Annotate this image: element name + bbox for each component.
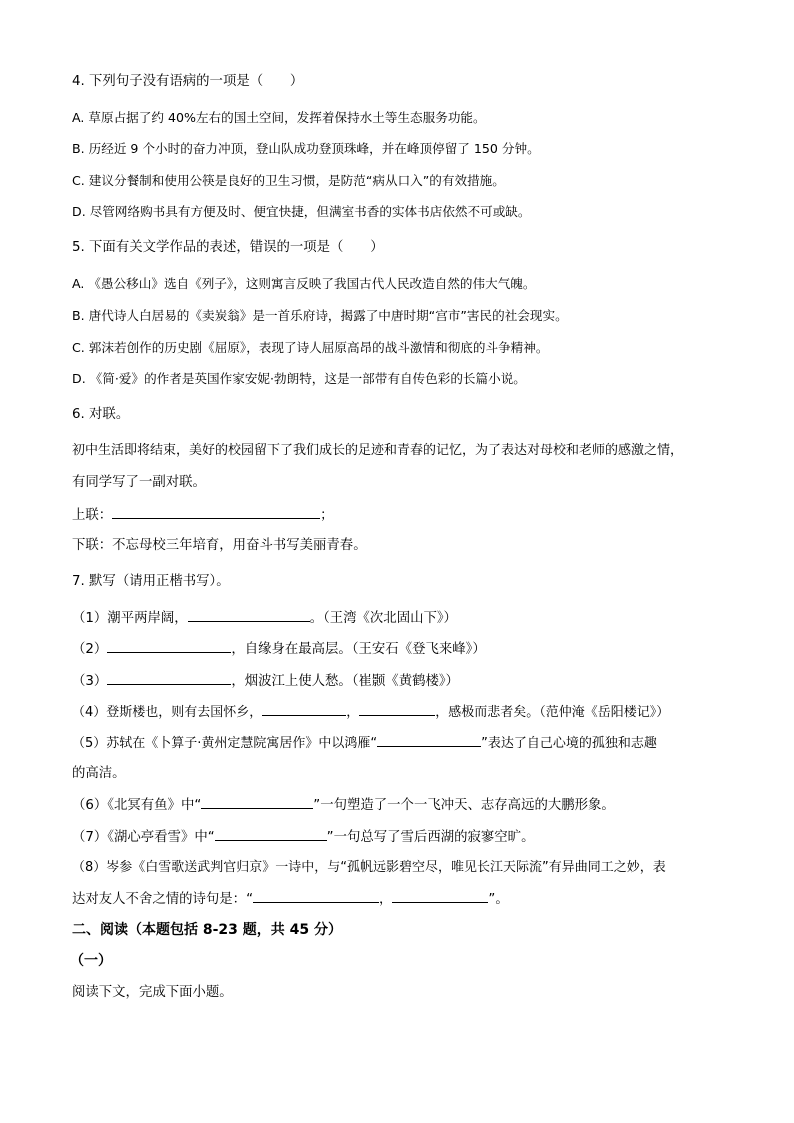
- q7-item-5-post: ”表达了自己心境的孤独和志趣: [481, 736, 657, 751]
- q7-item-6-pre: （6）《北冥有鱼》中“: [72, 798, 202, 813]
- q5-stem: 5. 下面有关文学作品的表述，错误的一项是（ ）: [72, 240, 384, 255]
- q5-option-c: C. 郭沫若创作的历史剧《屈原》，表现了诗人屈原高昂的战斗激情和彻底的斗争精神。: [72, 340, 549, 355]
- q5-option-b: B. 唐代诗人白居易的《卖炭翁》是一首乐府诗，揭露了中唐时期“宫市”害民的社会现实。: [72, 308, 568, 323]
- q7-item-8-line2: [72, 890, 509, 909]
- q4-option-b: B. 历经近 9 个小时的奋力冲顶，登山队成功登顶珠峰，并在峰顶停留了 150 分钟。: [72, 141, 540, 156]
- q4-option-c: C. 建议分餐制和使用公筷是良好的卫生习惯，是防范“病从口入”的有效措施。: [72, 173, 505, 188]
- q7-item-7-post: ”一句总写了雪后西湖的寂寥空旷。: [326, 830, 535, 845]
- q7-item-7-pre: （7）《湖心亭看雪》中“: [72, 830, 215, 845]
- q6-lower-couplet: 下联：不忘母校三年培育，用奋斗书写美丽青春。: [72, 538, 367, 553]
- upper-couplet-blank[interactable]: [112, 506, 320, 519]
- q7-item-2: [72, 640, 486, 659]
- q7-item-8-post: ”。: [488, 892, 509, 907]
- q7-item-1-post: 。（王湾《次北固山下》）: [309, 611, 457, 626]
- q7-item-7: [72, 828, 534, 847]
- q7-item-6-post: ”一句塑造了一个一飞冲天、志存高远的大鹏形象。: [313, 798, 615, 813]
- q7-item-5-blank[interactable]: [377, 734, 481, 747]
- q7-item-2-blank[interactable]: [107, 640, 231, 653]
- q7-item-5-pre: （5）苏轼在《卜算子·黄州定慧院寓居作》中以鸿雁“: [72, 736, 378, 751]
- q7-item-4-mid: ，: [346, 705, 360, 720]
- upper-couplet-label: 上联：: [72, 508, 113, 523]
- q7-item-6-blank[interactable]: [201, 796, 313, 809]
- q6-paragraph-line2: 有同学写了一副对联。: [72, 475, 206, 490]
- q7-item-3: [72, 672, 459, 691]
- q7-item-5-continuation: 的高洁。: [72, 766, 126, 781]
- upper-couplet-end: ；: [320, 508, 334, 523]
- q7-item-2-pre: （2）: [72, 642, 108, 657]
- q7-item-8-pre: 达对友人不舍之情的诗句是：“: [72, 892, 254, 907]
- q5-option-d: D. 《简·爱》的作者是英国作家安妮·勃朗特，这是一部带有自传色彩的长篇小说。: [72, 371, 526, 386]
- q7-item-4-post: ，感极而悲者矣。（范仲淹《岳阳楼记》）: [435, 705, 670, 720]
- q7-item-5: [72, 734, 657, 753]
- q4-option-d: D. 尽管网络购书具有方便及时、便宜快捷，但满室书香的实体书店依然不可或缺。: [72, 204, 531, 219]
- q7-item-3-post: ，烟波江上使人愁。（崔颢《黄鹤楼》）: [231, 674, 459, 689]
- q7-item-1-blank[interactable]: [188, 609, 310, 622]
- q7-item-8-mid: ，: [379, 892, 393, 907]
- section-2-instruction: 阅读下文，完成下面小题。: [72, 985, 233, 1000]
- section-2-subheading: （一）: [70, 953, 112, 969]
- q7-item-8-line1: （8）岑参《白雪歌送武判官归京》一诗中，与“孤帆远影碧空尽，唯见长江天际流”有异曲同工之妙，表: [72, 860, 666, 875]
- q4-stem: 4. 下列句子没有语病的一项是（ ）: [72, 74, 304, 89]
- q7-item-7-blank[interactable]: [215, 828, 327, 841]
- q7-item-4-blank-2[interactable]: [359, 703, 435, 716]
- q7-item-3-pre: （3）: [72, 674, 108, 689]
- q7-item-1-pre: （1）潮平两岸阔，: [72, 611, 188, 626]
- q7-item-8-blank-2[interactable]: [392, 890, 488, 903]
- q6-upper-couplet: [72, 506, 334, 525]
- q7-item-4: [72, 703, 669, 722]
- q7-item-8-blank-1[interactable]: [253, 890, 379, 903]
- q6-paragraph-line1: 初中生活即将结束，美好的校园留下了我们成长的足迹和青春的记忆，为了表达对母校和老师的感激之情，: [72, 443, 684, 458]
- q5-option-a: A. 《愚公移山》选自《列子》，这则寓言反映了我国古代人民改造自然的伟大气魄。: [72, 276, 536, 291]
- section-2-title: 二、阅读（本题包括 8-23 题，共 45 分）: [72, 922, 343, 938]
- q7-stem: 7. 默写（请用正楷书写）。: [72, 574, 230, 589]
- q7-item-6: [72, 796, 615, 815]
- q7-item-3-blank[interactable]: [107, 672, 231, 685]
- q7-item-4-blank-1[interactable]: [262, 703, 346, 716]
- q7-item-1: [72, 609, 457, 628]
- q4-option-a: A. 草原占据了约 40%左右的国土空间，发挥着保持水土等生态服务功能。: [72, 110, 486, 125]
- q7-item-2-post: ，自缘身在最高层。（王安石《登飞来峰》）: [231, 642, 486, 657]
- q7-item-4-pre: （4）登斯楼也，则有去国怀乡，: [72, 705, 263, 720]
- q6-stem: 6. 对联。: [72, 407, 130, 422]
